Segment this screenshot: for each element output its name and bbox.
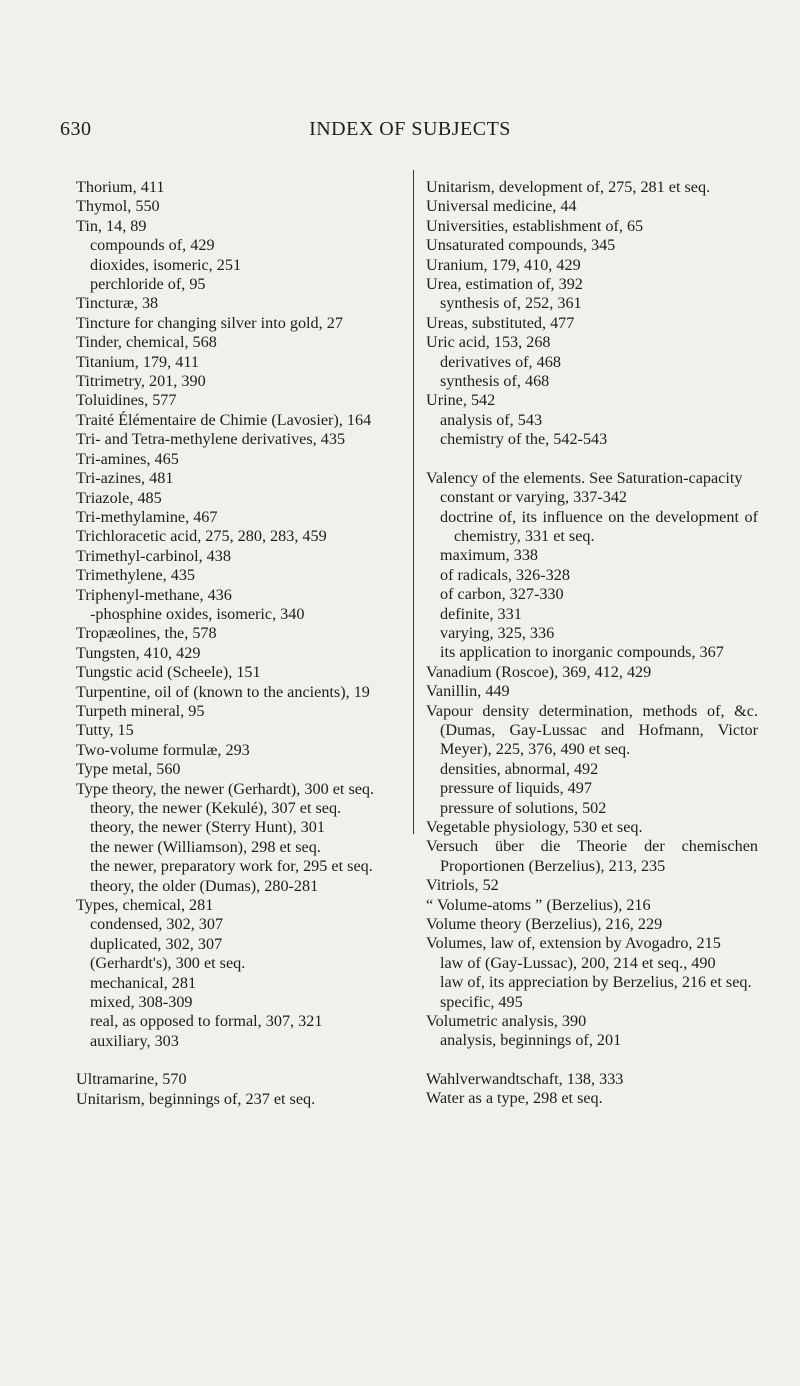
index-subentry: theory, the newer (Kekulé), 307 et seq. (90, 799, 342, 817)
index-subentry: condensed, 302, 307 (90, 915, 224, 934)
index-entry: Uric acid, 153, 268 (426, 333, 551, 352)
index-subentry: chemistry of the, 542-543 (440, 430, 608, 449)
index-subentry: real, as opposed to formal, 307, 321 (90, 1012, 323, 1031)
index-subentry: of carbon, 327-330 (440, 585, 564, 604)
index-entry: Trichloracetic acid, 275, 280, 283, 459 (76, 527, 327, 546)
index-subentry: the newer (Williamson), 298 et seq. (90, 837, 321, 856)
index-subentry: synthesis of, 252, 361 (440, 294, 582, 313)
index-entry: Tutty, 15 (76, 721, 134, 740)
index-entry: Unitarism, development of, 275, 281 et seq. (426, 178, 711, 196)
index-subentry: synthesis of, 468 (440, 372, 550, 391)
index-subentry: auxiliary, 303 (90, 1031, 179, 1050)
index-entry: Trimethyl-carbinol, 438 (76, 546, 231, 565)
right-index-column (426, 178, 758, 1109)
index-subentry: definite, 331 (440, 604, 522, 623)
index-entry: Unitarism, beginnings of, 237 et seq. (76, 1089, 316, 1108)
index-entry: Ureas, substituted, 477 (426, 313, 575, 332)
left-index-column (76, 178, 400, 1109)
index-entry: Thymol, 550 (76, 197, 160, 216)
index-entry: Urine, 542 (426, 391, 496, 410)
index-entry: Volumes, law of, extension by Avogadro, 215 (426, 934, 721, 953)
index-subentry: (Gerhardt's), 300 et seq. (90, 954, 246, 973)
index-entry: Volumetric analysis, 390 (426, 1012, 587, 1031)
index-entry: Tri-amines, 465 (76, 449, 179, 468)
index-entry: Tropæolines, the, 578 (76, 624, 217, 643)
index-subentry: mechanical, 281 (90, 973, 197, 992)
index-entry: Toluidines, 577 (76, 391, 177, 410)
index-entry: Turpentine, oil of (known to the ancients), 19 (76, 682, 370, 701)
index-entry: Tincture for changing silver into gold, 27 (76, 313, 343, 332)
index-subentry: analysis, beginnings of, 201 (440, 1031, 622, 1050)
column-divider (413, 170, 414, 834)
index-subentry: its application to inorganic compounds, 367 (440, 643, 724, 662)
index-subentry: pressure of liquids, 497 (440, 779, 592, 798)
index-entry: Titrimetry, 201, 390 (76, 372, 206, 391)
index-entry: Type metal, 560 (76, 760, 181, 779)
index-entry: Traité Élémentaire de Chimie (Lavosier), 164 (76, 410, 372, 429)
index-subentry: pressure of solutions, 502 (440, 798, 607, 817)
index-subentry: -phosphine oxides, isomeric, 340 (90, 604, 305, 623)
index-entry: Valency of the elements. See Saturation-capacity (426, 468, 743, 487)
index-entry: Vitriols, 52 (426, 876, 499, 895)
page-number: 630 (60, 118, 92, 140)
index-entry: Triphenyl-methane, 436 (76, 585, 232, 604)
index-entry: Tungsten, 410, 429 (76, 643, 201, 662)
index-subentry: specific, 495 (440, 992, 523, 1011)
index-subentry: doctrine of, its influence on the development of chemistry, 331 et seq. (440, 507, 758, 545)
index-subentry: of radicals, 326-328 (440, 565, 570, 584)
index-entry: “ Volume-atoms ” (Berzelius), 216 (426, 895, 651, 914)
index-entry: Universal medicine, 44 (426, 197, 577, 216)
index-subentry: mixed, 308-309 (90, 993, 193, 1012)
index-subentry: theory, the older (Dumas), 280-281 (90, 876, 319, 895)
index-entry: Ultramarine, 570 (76, 1070, 187, 1089)
index-entry: Two-volume formulæ, 293 (76, 740, 250, 759)
index-subentry: perchloride of, 95 (90, 275, 206, 294)
index-subentry: the newer, preparatory work for, 295 et seq. (90, 857, 373, 876)
index-subentry: varying, 325, 336 (440, 623, 555, 642)
index-entry: Vapour density determination, methods of, &c. (Dumas, Gay-Lussac and Hofmann, Victor Meyer), 225, 376, 490 et seq. (426, 701, 758, 759)
index-entry: Vanadium (Roscoe), 369, 412, 429 (426, 662, 652, 681)
index-entry: Versuch über die Theorie der chemischen Proportionen (Berzelius), 213, 235 (426, 837, 758, 875)
index-entry: Uranium, 179, 410, 429 (426, 255, 581, 274)
index-entry: Thorium, 411 (76, 178, 165, 196)
index-subentry: maximum, 338 (440, 546, 539, 565)
index-entry: Tungstic acid (Scheele), 151 (76, 663, 261, 682)
index-entry: Titanium, 179, 411 (76, 352, 199, 371)
index-entry: Tri-methylamine, 467 (76, 507, 218, 526)
index-entry: Trimethylene, 435 (76, 566, 196, 585)
index-subentry: law of (Gay-Lussac), 200, 214 et seq., 490 (440, 953, 716, 972)
index-subentry: theory, the newer (Sterry Hunt), 301 (90, 818, 325, 837)
index-subentry: analysis of, 543 (440, 410, 543, 429)
index-entry: Wahlverwandtschaft, 138, 333 (426, 1069, 624, 1088)
index-subentry: law of, its appreciation by Berzelius, 216 et seq. (440, 973, 752, 992)
index-entry: Triazole, 485 (76, 488, 162, 507)
index-entry: Tri-azines, 481 (76, 469, 174, 488)
index-entry: Tinder, chemical, 568 (76, 333, 217, 352)
index-subentry: densities, abnormal, 492 (440, 759, 599, 778)
index-entry: Volume theory (Berzelius), 216, 229 (426, 915, 663, 934)
index-entry: Tincturæ, 38 (76, 294, 159, 313)
page-title: INDEX OF SUBJECTS (309, 118, 511, 140)
index-entry: Turpeth mineral, 95 (76, 701, 205, 720)
index-subentry: constant or varying, 337-342 (440, 488, 628, 507)
index-entry: Tin, 14, 89 (76, 216, 147, 235)
index-entry: Urea, estimation of, 392 (426, 275, 583, 294)
index-entry: Water as a type, 298 et seq. (426, 1089, 603, 1108)
index-entry: Unsaturated compounds, 345 (426, 236, 616, 255)
index-entry: Vegetable physiology, 530 et seq. (426, 818, 643, 836)
index-subentry: derivatives of, 468 (440, 352, 561, 371)
index-subentry: dioxides, isomeric, 251 (90, 255, 242, 274)
index-entry: Universities, establishment of, 65 (426, 216, 644, 235)
index-subentry: compounds of, 429 (90, 236, 215, 255)
index-entry: Types, chemical, 281 (76, 896, 214, 915)
index-entry: Tri- and Tetra-methylene derivatives, 435 (76, 430, 346, 449)
index-subentry: duplicated, 302, 307 (90, 934, 223, 953)
page-header (60, 118, 760, 142)
index-entry: Type theory, the newer (Gerhardt), 300 et seq. (76, 779, 375, 798)
index-entry: Vanillin, 449 (426, 682, 510, 701)
